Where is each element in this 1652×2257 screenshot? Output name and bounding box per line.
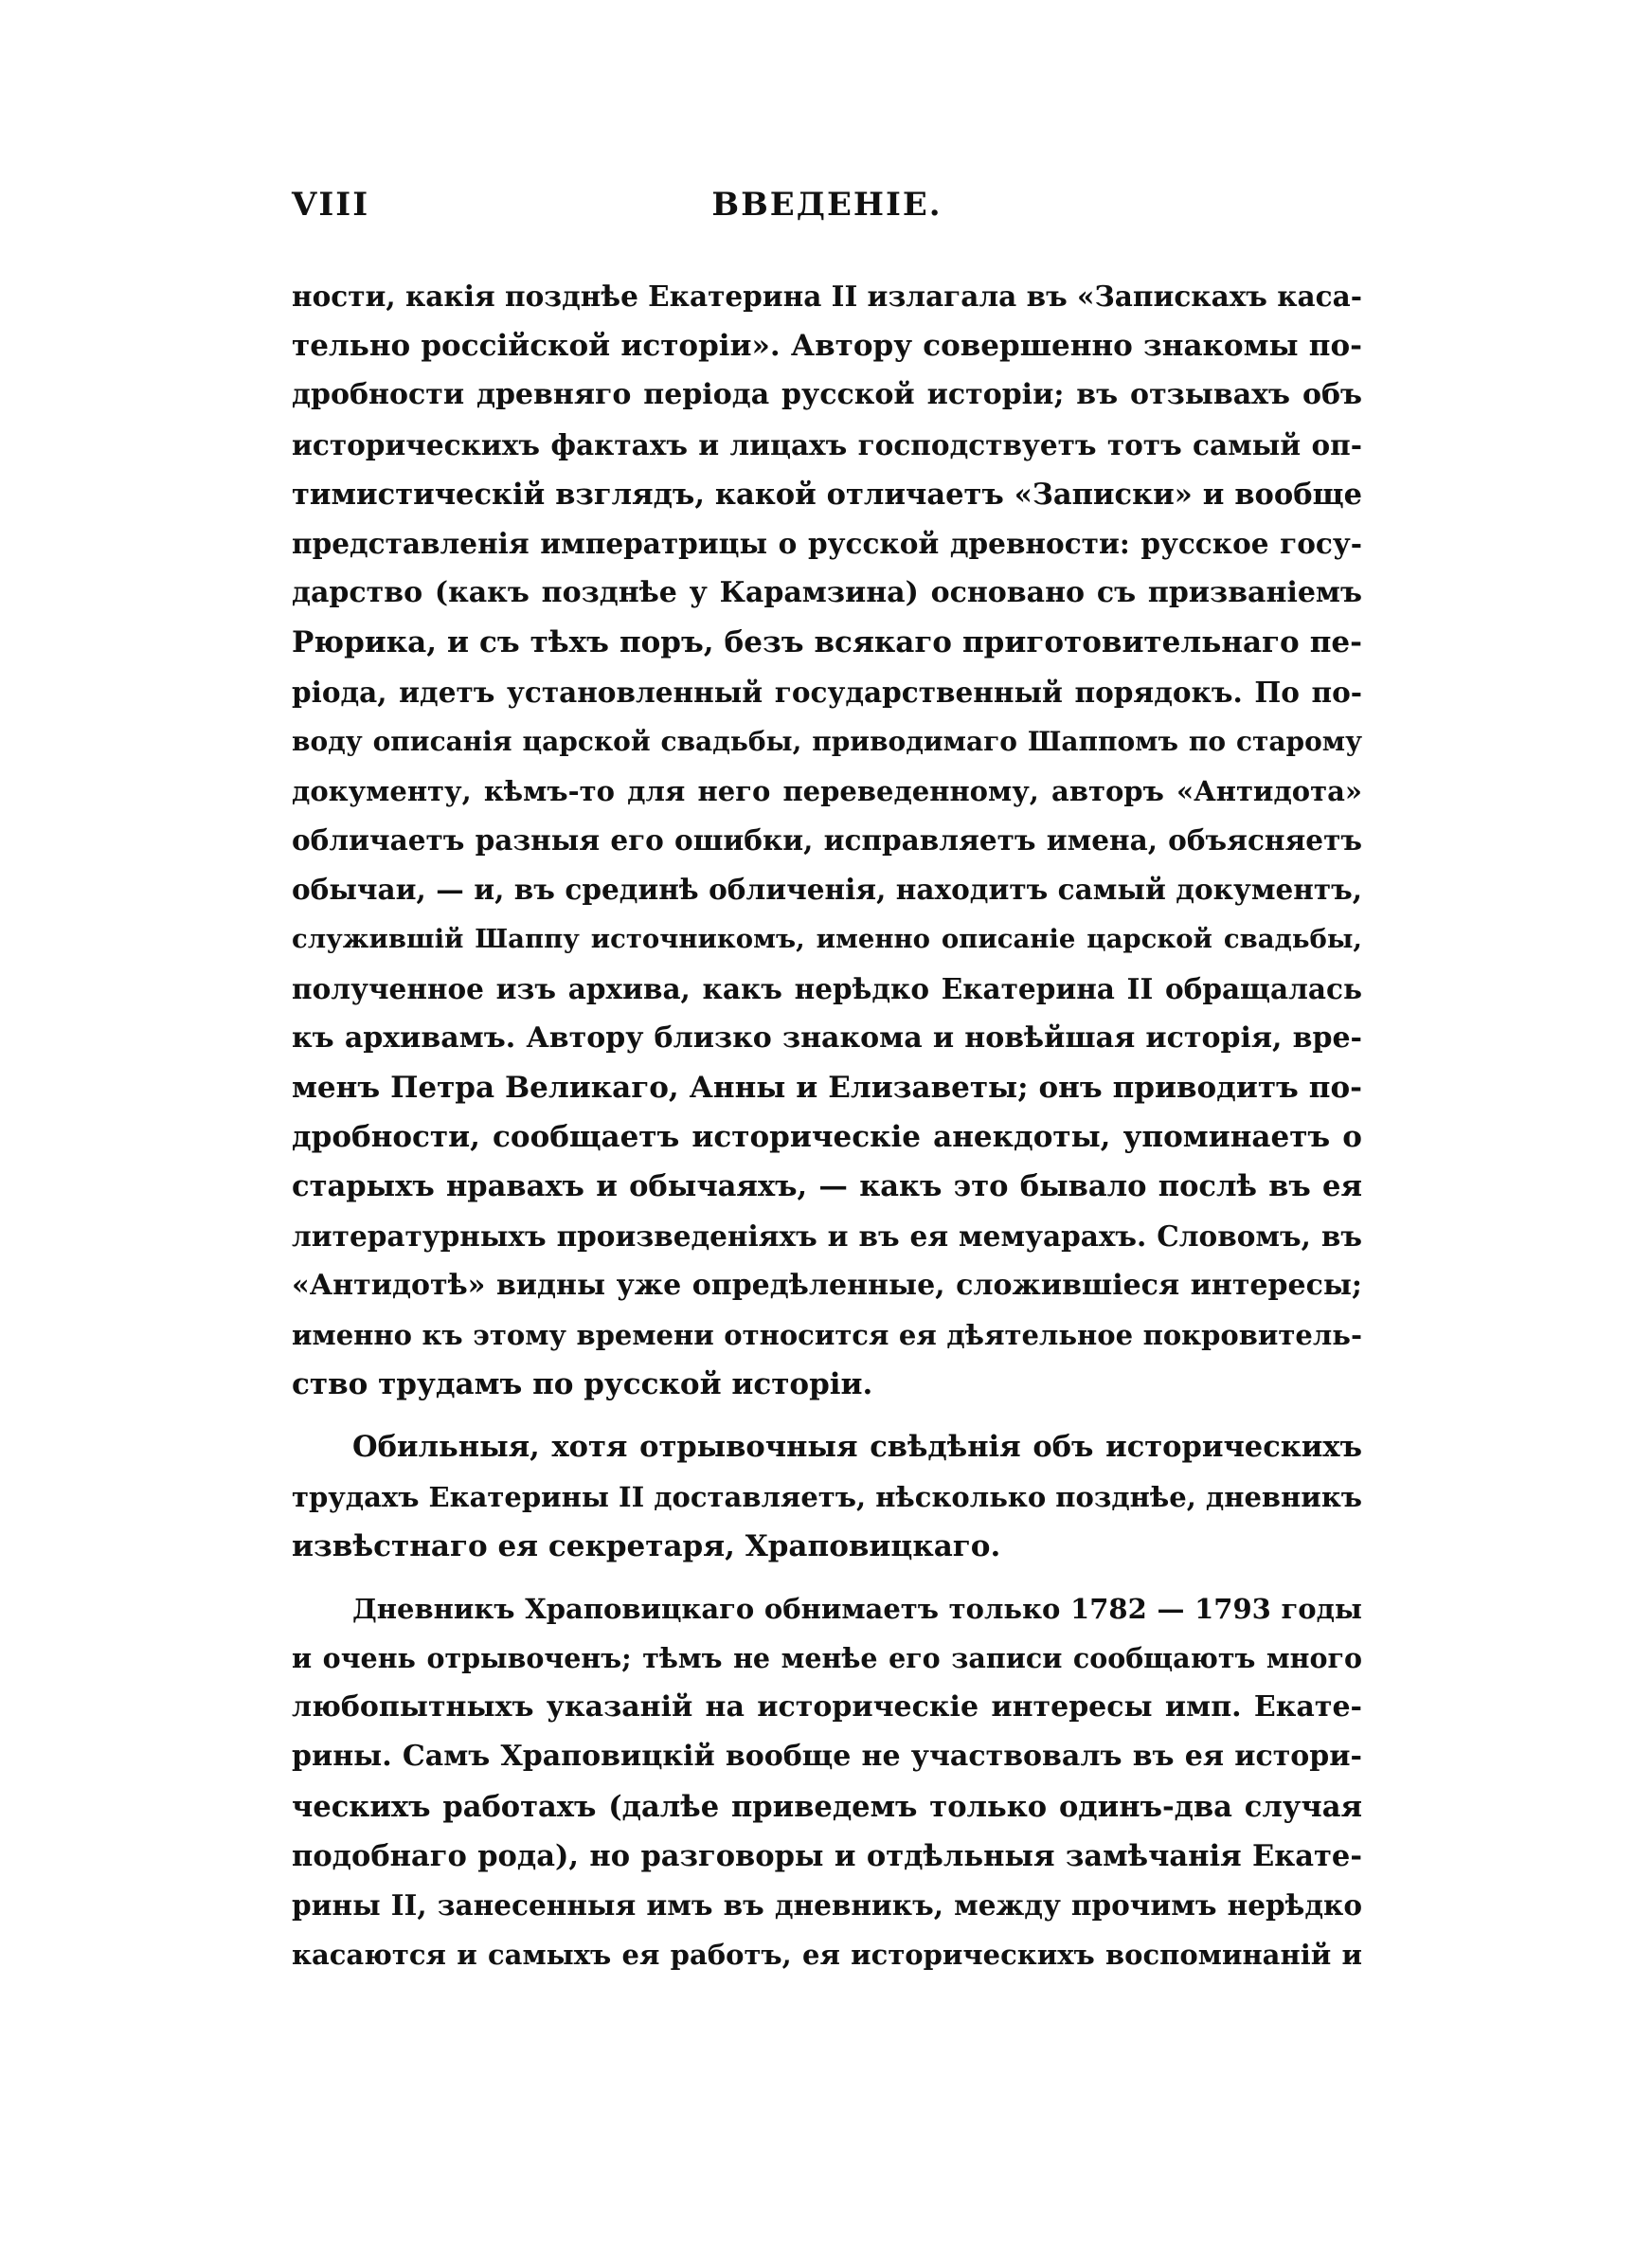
text-line: касаются и самыхъ ея работъ, ея историческихъ воспоминаній и <box>292 1939 1362 1972</box>
text-line: любопытныхъ указаній на историческіе интересы имп. Екате- <box>292 1690 1362 1724</box>
text-line: историческихъ фактахъ и лицахъ господствуетъ тотъ самый оп- <box>292 427 1362 461</box>
text-line: старыхъ нравахъ и обычаяхъ, — какъ это бывало послѣ въ ея <box>292 1169 1362 1204</box>
text-line: документу, кѣмъ-то для него переведенному, авторъ «Антидота» <box>292 774 1362 807</box>
text-line: обличаетъ разныя его ошибки, исправляетъ имена, объясняетъ <box>292 823 1362 858</box>
text-line: и очень отрывоченъ; тѣмъ не менѣе его записи сообщаютъ много <box>292 1642 1362 1675</box>
text-line: «Антидотѣ» видны уже опредѣленные, сложившіеся интересы; <box>292 1268 1362 1302</box>
text-line: дробности, сообщаетъ историческіе анекдоты, упоминаетъ о <box>292 1120 1362 1155</box>
text-line: ческихъ работахъ (далѣе приведемъ только одинъ-два случая <box>292 1789 1362 1824</box>
text-line: литературныхъ произведеніяхъ и въ ея мемуарахъ. Словомъ, въ <box>292 1219 1362 1253</box>
text-line: ріода, идетъ установленный государственный порядокъ. По по- <box>292 675 1362 709</box>
text-line: дарство (какъ позднѣе у Карамзина) основано съ призваніемъ <box>292 576 1362 610</box>
text-line: обычаи, — и, въ срединѣ обличенія, находитъ самый документъ, <box>292 873 1362 907</box>
page-number: VIII <box>292 186 370 224</box>
text-line: извѣстнаго ея секретаря, Храповицкаго. <box>292 1528 1001 1563</box>
text-line: представленія императрицы о русской древности: русское госу- <box>292 526 1362 560</box>
text-line: трудахъ Екатерины II доставляетъ, нѣсколько позднѣе, дневникъ <box>292 1480 1362 1513</box>
text-line: ство трудамъ по русской исторіи. <box>292 1367 873 1402</box>
text-line: Дневникъ Храповицкаго обнимаетъ только 1782 — 1793 годы <box>352 1592 1362 1625</box>
text-line: ности, какія позднѣе Екатерина II излагала въ «Запискахъ каса- <box>292 280 1362 313</box>
paragraph-3 <box>292 1584 1362 1980</box>
text-line: полученное изъ архива, какъ нерѣдко Екатерина II обращалась <box>292 971 1362 1005</box>
running-head <box>292 186 1362 243</box>
body-text <box>292 272 1362 1979</box>
running-title: ВВЕДЕНІЕ. <box>711 186 943 224</box>
text-line: Обильныя, хотя отрывочныя свѣдѣнія объ историческихъ <box>352 1430 1362 1465</box>
text-line: подобнаго рода), но разговоры и отдѣльныя замѣчанія Екате- <box>292 1838 1362 1873</box>
paragraph-2 <box>292 1422 1362 1571</box>
text-line: менъ Петра Великаго, Анны и Елизаветы; онъ приводитъ по- <box>292 1071 1362 1105</box>
text-line: рины. Самъ Храповицкій вообще не участвовалъ въ ея истори- <box>292 1740 1362 1774</box>
text-line: дробности древняго періода русской исторіи; въ отзывахъ объ <box>292 378 1362 412</box>
text-line: рины II, занесенныя имъ въ дневникъ, между прочимъ нерѣдко <box>292 1888 1362 1922</box>
text-line: воду описанія царской свадьбы, приводимаго Шаппомъ по старому <box>292 725 1362 757</box>
text-line: служившій Шаппу источникомъ, именно описаніе царской свадьбы, <box>292 924 1362 955</box>
text-line: именно къ этому времени относится ея дѣятельное покровитель- <box>292 1318 1362 1351</box>
text-line: тельно россійской исторіи». Автору совершенно знакомы по- <box>292 329 1362 364</box>
text-line: къ архивамъ. Автору близко знакома и новѣйшая исторія, вре- <box>292 1020 1362 1055</box>
text-line: тимистическій взглядъ, какой отличаетъ «Записки» и вообще <box>292 477 1362 512</box>
paragraph-gap <box>292 1571 1362 1584</box>
text-line: Рюрика, и съ тѣхъ поръ, безъ всякаго приготовительнаго пе- <box>292 625 1362 660</box>
paragraph-gap <box>292 1409 1362 1422</box>
paragraph-1 <box>292 272 1362 1409</box>
